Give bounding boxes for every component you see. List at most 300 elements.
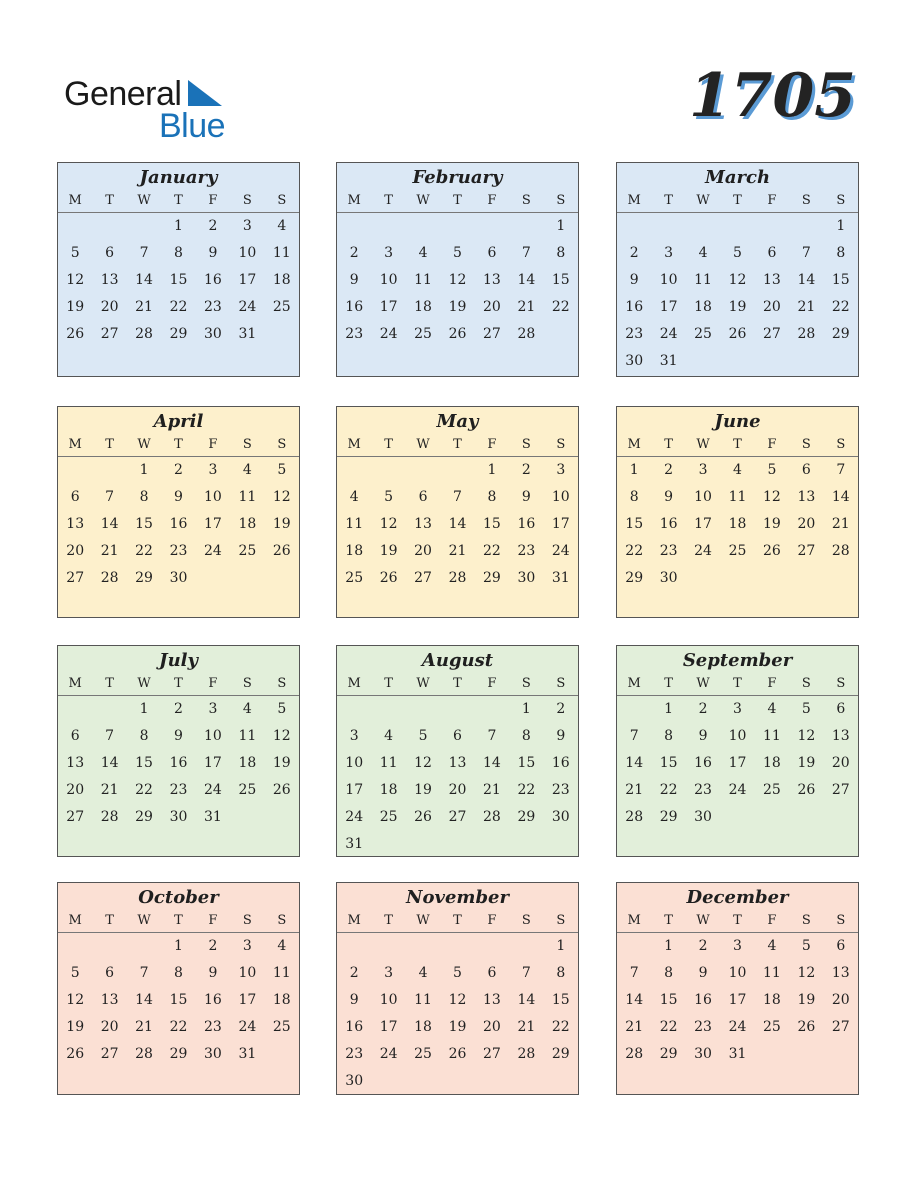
day-cell: 10 [204,728,222,744]
weekday-label: T [384,193,393,208]
weekday-label: W [696,193,710,208]
day-cell: 18 [345,543,364,559]
day-cell: 4 [242,701,252,717]
weekday-label: S [801,913,811,928]
weekday-label: M [347,676,361,691]
day-cell: 12 [728,272,747,288]
day-cell: 6 [70,489,80,505]
weekday-label: F [208,193,218,208]
day-cell: 2 [664,462,674,478]
day-cell: 19 [379,543,398,559]
day-cell: 28 [625,809,644,825]
weekday-label: F [487,193,497,208]
day-cell: 11 [238,728,257,744]
weekday-label: M [68,676,82,691]
day-cell: 8 [556,965,566,981]
day-cell: 16 [169,755,188,771]
day-cell: 7 [487,728,497,744]
day-cell: 25 [763,1019,781,1035]
weekday-label: T [105,913,114,928]
day-cell: 24 [204,782,222,798]
day-cell: 18 [763,755,781,771]
day-cell: 3 [384,245,394,261]
day-cell: 11 [763,728,781,744]
day-cell: 26 [448,1046,467,1062]
day-cell: 23 [694,782,712,798]
day-cell: 6 [105,245,115,261]
weekday-label: S [521,193,531,208]
weekday-label: W [416,913,430,928]
day-cell: 2 [174,462,183,478]
day-cell: 18 [272,992,291,1008]
day-cell: 29 [551,1046,570,1062]
day-cell: 15 [483,516,501,532]
day-cell: 22 [483,543,501,559]
weekday-label: T [174,193,183,208]
day-cell: 30 [169,570,188,586]
day-cell: 23 [694,1019,712,1035]
month-july [57,645,300,857]
weekday-label: S [242,437,252,452]
day-cell: 7 [139,245,149,261]
day-cell: 8 [139,728,149,744]
month-title: May [436,411,479,432]
day-cell: 26 [728,326,747,342]
day-cell: 10 [379,992,398,1008]
day-cell: 2 [349,245,359,261]
day-cell: 17 [728,755,747,771]
day-grid [337,213,578,348]
weekday-label: W [416,676,430,691]
day-grid [617,696,858,831]
day-cell: 7 [105,728,115,744]
day-cell: 19 [797,755,816,771]
empty-day-cell [371,933,405,960]
day-cell: 17 [204,755,222,771]
weekday-label: W [416,437,430,452]
day-cell: 3 [556,462,566,478]
day-cell: 13 [797,489,816,505]
day-cell: 15 [659,755,678,771]
empty-day-cell [92,696,126,723]
day-cell: 23 [345,326,364,342]
day-cell: 14 [831,489,850,505]
day-cell: 16 [694,755,712,771]
day-cell: 17 [379,1019,398,1035]
month-title: October [138,887,219,908]
day-cell: 20 [483,1019,501,1035]
day-cell: 12 [414,755,432,771]
day-cell: 14 [797,272,816,288]
empty-day-cell [509,933,543,960]
day-cell: 10 [238,245,257,261]
day-cell: 20 [66,782,85,798]
day-cell: 17 [345,782,364,798]
day-cell: 31 [238,1046,257,1062]
day-cell: 22 [135,782,153,798]
day-cell: 30 [204,1046,222,1062]
day-cell: 21 [831,516,850,532]
day-cell: 10 [551,489,570,505]
day-cell: 19 [448,1019,467,1035]
day-cell: 5 [733,245,742,261]
day-grid [337,696,578,858]
day-cell: 14 [100,516,119,532]
day-cell: 15 [169,272,188,288]
day-cell: 18 [694,299,712,315]
day-cell: 14 [448,516,467,532]
day-cell: 17 [728,992,747,1008]
day-cell: 12 [272,728,291,744]
day-cell: 9 [349,272,359,288]
day-cell: 31 [728,1046,747,1062]
day-cell: 22 [551,1019,570,1035]
day-cell: 13 [100,992,119,1008]
day-grid [337,933,578,1095]
day-cell: 12 [448,992,467,1008]
day-cell: 19 [728,299,747,315]
day-cell: 8 [174,965,183,981]
day-cell: 21 [135,299,153,315]
day-cell: 8 [487,489,497,505]
day-cell: 5 [767,462,777,478]
weekday-label: M [68,193,82,208]
weekday-label: S [836,193,846,208]
day-cell: 1 [664,938,674,954]
day-cell: 3 [698,462,708,478]
weekday-label: T [453,193,462,208]
day-cell: 4 [733,462,742,478]
day-cell: 5 [70,245,80,261]
weekday-label: S [836,913,846,928]
weekday-label: S [521,437,531,452]
day-cell: 6 [105,965,115,981]
day-cell: 10 [694,489,712,505]
day-cell: 4 [384,728,394,744]
day-cell: 6 [801,462,811,478]
day-cell: 20 [448,782,467,798]
empty-day-cell [58,457,92,484]
day-cell: 9 [664,489,674,505]
day-cell: 13 [414,516,432,532]
day-cell: 6 [418,489,428,505]
day-cell: 15 [135,516,153,532]
day-cell: 24 [204,543,222,559]
day-cell: 19 [763,516,781,532]
day-cell: 29 [625,570,644,586]
weekday-label: T [384,676,393,691]
weekday-label: S [277,193,287,208]
month-title: September [682,650,793,671]
weekday-label: M [347,437,361,452]
day-cell: 1 [487,462,497,478]
day-cell: 26 [66,1046,85,1062]
day-cell: 26 [763,543,781,559]
weekday-label: W [137,437,151,452]
day-cell: 11 [414,272,432,288]
month-title: January [58,163,299,190]
empty-day-cell [337,933,371,960]
day-cell: 1 [139,462,149,478]
day-cell: 27 [797,543,816,559]
weekday-header-row [617,910,858,933]
day-cell: 3 [349,728,359,744]
day-cell: 1 [174,218,183,234]
day-cell: 16 [345,1019,364,1035]
day-cell: 7 [629,728,639,744]
day-cell: 20 [100,1019,119,1035]
day-cell: 11 [238,489,257,505]
day-cell: 24 [238,299,257,315]
day-cell: 13 [831,965,850,981]
weekday-label: F [767,913,777,928]
month-title: March [617,163,858,190]
weekday-label: S [801,437,811,452]
day-cell: 13 [66,516,85,532]
day-cell: 19 [414,782,432,798]
day-cell: 26 [414,809,432,825]
day-cell: 8 [139,489,149,505]
day-cell: 7 [139,965,149,981]
day-cell: 21 [448,543,467,559]
day-cell: 26 [66,326,85,342]
empty-day-cell [371,696,405,723]
day-cell: 6 [453,728,462,744]
day-cell: 28 [831,543,850,559]
day-cell: 2 [349,965,359,981]
day-cell: 30 [204,326,222,342]
day-cell: 27 [66,809,85,825]
day-cell: 5 [70,965,80,981]
day-cell: 13 [831,728,850,744]
day-cell: 5 [801,701,811,717]
weekday-label: T [664,193,673,208]
day-cell: 14 [625,992,644,1008]
weekday-label: M [347,193,361,208]
day-cell: 3 [242,938,252,954]
day-cell: 8 [664,728,674,744]
day-cell: 15 [625,516,644,532]
empty-day-cell [127,213,161,240]
weekday-label: T [384,913,393,928]
month-may [336,406,579,618]
weekday-header-row [617,190,858,213]
day-cell: 4 [277,218,287,234]
day-cell: 18 [238,755,257,771]
empty-day-cell [755,213,789,240]
weekday-header-row [337,673,578,696]
day-cell: 23 [169,782,188,798]
day-cell: 20 [763,299,781,315]
weekday-label: S [556,193,566,208]
day-cell: 26 [379,570,398,586]
weekday-label: F [487,437,497,452]
day-cell: 18 [272,272,291,288]
day-cell: 20 [797,516,816,532]
day-cell: 8 [521,728,531,744]
day-cell: 16 [204,272,222,288]
day-cell: 29 [483,570,501,586]
weekday-label: S [521,913,531,928]
day-cell: 13 [100,272,119,288]
day-cell: 18 [763,992,781,1008]
day-cell: 18 [728,516,747,532]
day-cell: 21 [100,782,119,798]
day-cell: 14 [135,272,153,288]
day-cell: 17 [694,516,712,532]
day-cell: 31 [659,353,678,369]
day-cell: 2 [698,938,708,954]
weekday-label: S [242,193,252,208]
day-cell: 19 [797,992,816,1008]
day-cell: 29 [169,326,188,342]
month-title: November [406,887,509,908]
weekday-label: M [627,913,641,928]
day-cell: 14 [483,755,501,771]
day-cell: 29 [135,809,153,825]
month-february [336,162,579,377]
day-cell: 6 [487,245,497,261]
day-cell: 30 [659,570,678,586]
day-cell: 16 [551,755,570,771]
day-cell: 24 [694,543,712,559]
weekday-header-row [337,434,578,457]
day-cell: 2 [629,245,639,261]
day-cell: 26 [797,1019,816,1035]
day-cell: 15 [831,272,850,288]
day-cell: 1 [556,938,566,954]
weekday-label: S [836,437,846,452]
weekday-header-row [337,190,578,213]
month-title: July [159,650,198,671]
day-cell: 28 [625,1046,644,1062]
day-cell: 30 [694,1046,712,1062]
day-cell: 1 [664,701,674,717]
day-cell: 6 [836,938,846,954]
day-cell: 24 [659,326,678,342]
day-cell: 19 [448,299,467,315]
day-cell: 5 [418,728,428,744]
day-cell: 15 [135,755,153,771]
day-cell: 23 [204,299,222,315]
day-cell: 9 [629,272,639,288]
day-cell: 12 [379,516,398,532]
day-cell: 3 [242,218,252,234]
day-cell: 1 [556,218,566,234]
day-cell: 10 [204,489,222,505]
empty-day-cell [720,213,754,240]
weekday-label: M [68,437,82,452]
empty-day-cell [789,213,823,240]
day-grid [58,933,299,1068]
day-cell: 28 [135,1046,153,1062]
day-cell: 16 [345,299,364,315]
month-title: December [686,887,789,908]
day-cell: 4 [418,965,428,981]
empty-day-cell [686,213,720,240]
day-cell: 1 [174,938,183,954]
day-cell: 22 [831,299,850,315]
day-cell: 11 [694,272,712,288]
day-cell: 17 [238,992,257,1008]
empty-day-cell [406,933,440,960]
day-cell: 1 [836,218,846,234]
empty-day-cell [651,213,685,240]
calendar-year: 1705 [689,61,856,131]
empty-day-cell [617,933,651,960]
weekday-label: F [487,913,497,928]
weekday-label: S [277,437,287,452]
day-cell: 4 [767,938,777,954]
day-cell: 11 [728,489,747,505]
day-cell: 16 [659,516,678,532]
day-cell: 7 [836,462,846,478]
day-cell: 24 [379,326,398,342]
day-cell: 1 [521,701,531,717]
day-cell: 29 [135,570,153,586]
weekday-label: W [137,913,151,928]
day-cell: 29 [169,1046,188,1062]
weekday-label: M [68,913,82,928]
weekday-label: M [627,193,641,208]
day-cell: 31 [551,570,570,586]
weekday-header-row [58,673,299,696]
day-cell: 14 [517,272,536,288]
day-cell: 26 [272,543,291,559]
day-cell: 20 [100,299,119,315]
day-cell: 8 [629,489,639,505]
day-cell: 16 [169,516,188,532]
day-cell: 22 [551,299,570,315]
day-cell: 23 [517,543,536,559]
day-cell: 26 [797,782,816,798]
day-cell: 25 [345,570,364,586]
empty-day-cell [475,933,509,960]
day-cell: 27 [100,326,119,342]
day-cell: 21 [517,1019,536,1035]
weekday-header-row [617,673,858,696]
day-cell: 24 [345,809,364,825]
day-cell: 10 [728,728,747,744]
weekday-label: T [664,913,673,928]
day-cell: 26 [448,326,467,342]
day-cell: 12 [797,728,816,744]
day-cell: 21 [100,543,119,559]
general-blue-logo [64,72,234,144]
month-title: April [153,411,204,432]
day-cell: 19 [66,299,85,315]
weekday-label: S [242,676,252,691]
day-cell: 10 [238,965,257,981]
day-cell: 29 [659,1046,678,1062]
empty-day-cell [127,933,161,960]
month-august [336,645,579,857]
day-cell: 24 [379,1046,398,1062]
day-cell: 16 [204,992,222,1008]
day-cell: 22 [169,299,188,315]
day-cell: 12 [448,272,467,288]
day-cell: 10 [659,272,678,288]
day-cell: 3 [664,245,674,261]
day-cell: 12 [66,992,85,1008]
day-cell: 28 [100,809,119,825]
weekday-header-row [337,910,578,933]
day-cell: 30 [517,570,536,586]
day-grid [58,457,299,592]
day-cell: 27 [448,809,467,825]
day-cell: 9 [698,965,708,981]
empty-day-cell [92,933,126,960]
